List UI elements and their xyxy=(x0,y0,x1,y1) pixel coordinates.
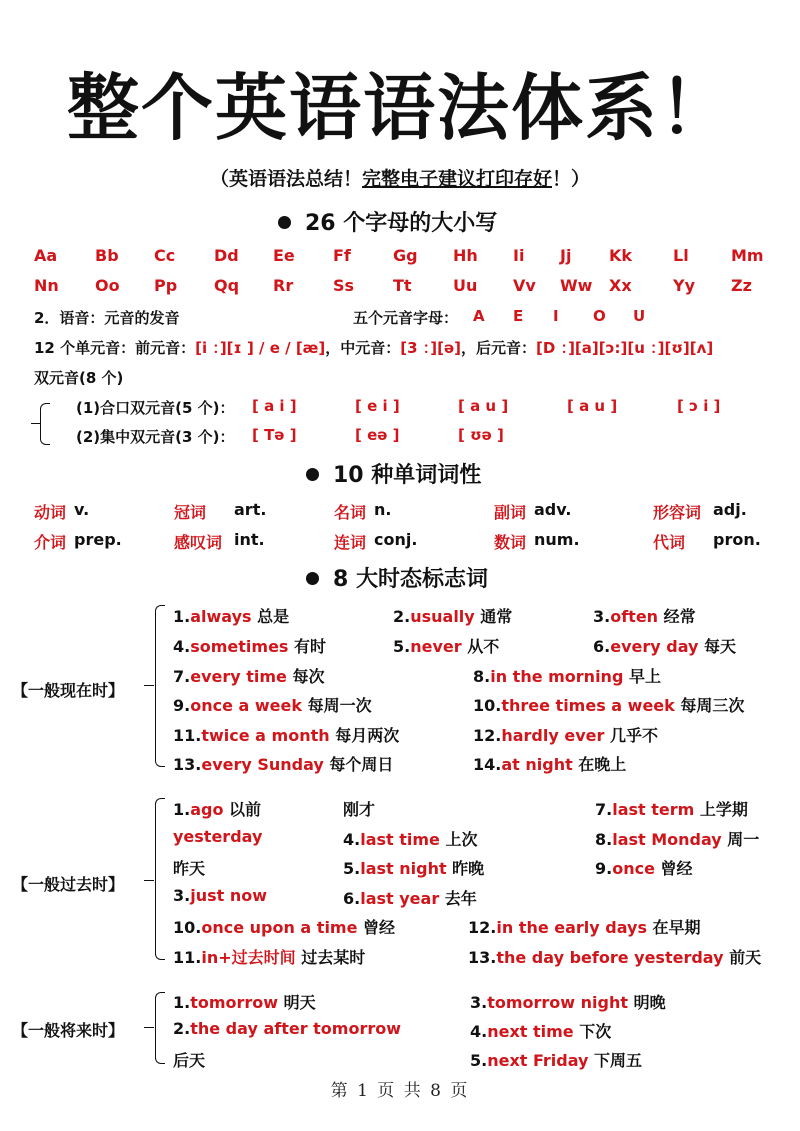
word-class-en: adv. xyxy=(534,500,572,519)
tense-marker xyxy=(173,990,316,1013)
word-class-en: art. xyxy=(234,500,267,519)
marker-chinese: 几乎不 xyxy=(604,726,658,745)
letter-pair: Bb xyxy=(95,246,119,265)
tense-marker xyxy=(173,723,399,746)
tense-marker xyxy=(595,797,748,820)
marker-english: tomorrow night xyxy=(487,993,629,1012)
phonetics-line1-left: 2．语音：元音的发音 xyxy=(34,309,180,327)
vowel-letter: O xyxy=(593,307,606,325)
word-class-en: pron. xyxy=(713,530,761,549)
marker-chinese: 曾经 xyxy=(654,859,693,878)
marker-chinese: 每月两次 xyxy=(329,726,400,745)
marker-english: tomorrow xyxy=(190,993,279,1012)
word-class-cn: 副词 xyxy=(494,503,527,522)
page-subtitle xyxy=(0,164,800,191)
marker-english: ago xyxy=(190,800,224,819)
subtitle-part3: ！） xyxy=(552,168,591,190)
diphthong-brace-tip xyxy=(31,423,41,424)
letter-pair: Pp xyxy=(154,276,178,295)
marker-english: the day before yesterday xyxy=(496,948,724,967)
section-alphabet-title: 26 个字母的大小写 xyxy=(305,211,498,236)
vowel-letter: E xyxy=(513,307,524,325)
marker-english: twice a month xyxy=(201,726,330,745)
tense-marker xyxy=(173,752,393,775)
word-class-en: n. xyxy=(374,500,392,519)
section-word-classes-heading xyxy=(306,458,481,489)
page-title: 整个英语语法体系！ xyxy=(66,66,733,150)
letter-pair: Ff xyxy=(333,246,351,265)
marker-english: next Friday xyxy=(487,1051,589,1070)
marker-chinese: 每个周日 xyxy=(323,755,394,774)
tense-marker xyxy=(173,915,395,938)
marker-chinese: 前天 xyxy=(723,948,762,967)
section-alphabet-heading xyxy=(278,206,497,237)
diphthong-symbol: [ a i ] xyxy=(252,397,297,415)
tense-label-present: 【一般现在时】 xyxy=(12,681,125,700)
marker-english: sometimes xyxy=(190,637,289,656)
tense-marker xyxy=(343,856,484,879)
marker-chinese: 下次 xyxy=(573,1022,612,1041)
diphthongs-label: 双元音(8 个) xyxy=(34,369,124,387)
word-class-cn: 感叹词 xyxy=(174,533,223,552)
past-brace-tip xyxy=(144,880,154,881)
letter-pair: Rr xyxy=(273,276,294,295)
letter-pair: Aa xyxy=(34,246,58,265)
diphthong-brace xyxy=(40,403,50,445)
word-class-cn: 代词 xyxy=(653,533,686,552)
word-class-en: conj. xyxy=(374,530,418,549)
letter-pair: Cc xyxy=(154,246,176,265)
letter-pair: Ee xyxy=(273,246,295,265)
tense-marker xyxy=(473,693,744,716)
present-brace-tip xyxy=(144,685,154,686)
marker-number: 7. xyxy=(595,800,613,819)
vowel-letter: A xyxy=(473,307,485,325)
letter-pair: Nn xyxy=(34,276,59,295)
marker-english: last term xyxy=(612,800,695,819)
word-class-cn: 冠词 xyxy=(174,503,207,522)
vowel-letter: U xyxy=(633,307,646,325)
marker-number: 13. xyxy=(468,948,497,967)
monophthongs-central: [3 ：][ə] xyxy=(400,339,462,357)
tense-marker xyxy=(470,990,666,1013)
diphthong-symbol: [ ɔ i ] xyxy=(677,397,721,415)
marker-number: 8. xyxy=(473,667,491,686)
marker-chinese: 刚才 xyxy=(343,800,376,819)
tense-marker xyxy=(173,693,372,716)
diphthong-symbol: [ eə ] xyxy=(355,426,400,444)
tense-marker xyxy=(595,827,759,850)
marker-english: hardly ever xyxy=(501,726,605,745)
letter-pair: Kk xyxy=(609,246,633,265)
tense-marker xyxy=(173,827,262,846)
section-word-classes-title: 10 种单词词性 xyxy=(333,463,482,488)
marker-number: 14. xyxy=(473,755,502,774)
bullet-icon xyxy=(278,216,291,229)
tense-marker xyxy=(173,945,365,968)
marker-english: every time xyxy=(190,667,287,686)
tense-marker xyxy=(473,723,658,746)
marker-number: 12. xyxy=(468,918,497,937)
diphthong-symbol: [ e i ] xyxy=(355,397,400,415)
marker-number: 3. xyxy=(173,886,191,905)
marker-number: 7. xyxy=(173,667,191,686)
marker-number: 8. xyxy=(595,830,613,849)
tense-marker xyxy=(473,752,626,775)
marker-english: once xyxy=(612,859,655,878)
marker-english: in the morning xyxy=(490,667,624,686)
word-class-cn: 连词 xyxy=(334,533,367,552)
page-footer: 第 1 页 共 8 页 xyxy=(330,1081,470,1101)
tense-marker xyxy=(343,886,477,909)
letter-pair: Ii xyxy=(513,246,525,265)
letter-pair: Qq xyxy=(214,276,240,295)
tense-marker xyxy=(393,634,499,657)
marker-number: 11. xyxy=(173,726,202,745)
marker-chinese: 早上 xyxy=(623,667,661,686)
monophthongs-back: [D ：][a][ɔ:][u ：][ʊ][ʌ] xyxy=(536,339,714,357)
marker-chinese: 每次 xyxy=(286,667,325,686)
diphthong-symbol: [ a u ] xyxy=(567,397,618,415)
tense-marker xyxy=(473,664,661,687)
letter-pair: Gg xyxy=(393,246,418,265)
marker-english: every Sunday xyxy=(201,755,324,774)
marker-number: 9. xyxy=(173,696,191,715)
letter-pair: Xx xyxy=(609,276,632,295)
marker-number: 4. xyxy=(470,1022,488,1041)
letter-pair: Jj xyxy=(560,246,572,265)
word-class-cn: 动词 xyxy=(34,503,67,522)
section-tenses-heading xyxy=(306,562,488,593)
vowel-letter: I xyxy=(553,307,559,325)
tense-marker xyxy=(173,886,267,905)
tense-marker xyxy=(173,797,261,820)
monophthongs-front-label: 12 个单元音：前元音： xyxy=(34,339,196,357)
tense-marker xyxy=(595,856,693,879)
tense-marker xyxy=(173,634,326,657)
marker-chinese: 总是 xyxy=(251,607,290,626)
letter-pair: Ss xyxy=(333,276,355,295)
word-class-en: num. xyxy=(534,530,580,549)
marker-english: yesterday xyxy=(173,827,263,846)
tense-marker xyxy=(393,604,512,627)
word-class-cn: 介词 xyxy=(34,533,67,552)
marker-english: never xyxy=(410,637,462,656)
marker-number: 3. xyxy=(593,607,611,626)
marker-number: 11. xyxy=(173,948,202,967)
tense-marker xyxy=(470,1019,611,1042)
tense-marker xyxy=(593,604,696,627)
subtitle-part1: （英语语法总结！ xyxy=(209,168,362,190)
monophthongs-line xyxy=(34,337,713,358)
letter-pair: Zz xyxy=(731,276,752,295)
marker-english: usually xyxy=(410,607,475,626)
tense-marker xyxy=(173,856,205,879)
diphthong-symbol: [ ʊə ] xyxy=(458,426,504,444)
subtitle-part2: 完整电子建议打印存好 xyxy=(361,168,552,190)
tense-marker xyxy=(173,664,324,687)
past-brace xyxy=(155,798,165,960)
marker-chinese: 在早期 xyxy=(646,918,701,937)
marker-chinese: 从不 xyxy=(461,637,500,656)
tense-marker xyxy=(173,1019,401,1038)
marker-number: 1. xyxy=(173,800,191,819)
diphthong-symbol: [ a u ] xyxy=(458,397,509,415)
tense-label-future: 【一般将来时】 xyxy=(12,1021,125,1040)
marker-number: 9. xyxy=(595,859,613,878)
letter-pair: Hh xyxy=(453,246,478,265)
marker-chinese: 周一 xyxy=(721,830,760,849)
tense-marker xyxy=(468,915,701,938)
marker-number: 3. xyxy=(470,993,488,1012)
marker-chinese: 明天 xyxy=(278,993,316,1012)
future-brace xyxy=(155,992,165,1064)
marker-english: just now xyxy=(190,886,267,905)
marker-chinese: 每周三次 xyxy=(674,696,745,715)
monophthongs-front: [i ：][ɪ ] / e / [æ] xyxy=(195,339,326,357)
marker-number: 5. xyxy=(393,637,411,656)
marker-number: 1. xyxy=(173,607,191,626)
diphthong-symbol: [ Tə ] xyxy=(252,426,297,444)
marker-chinese: 上学期 xyxy=(694,800,748,819)
marker-english: once upon a time xyxy=(201,918,358,937)
word-class-en: int. xyxy=(234,530,265,549)
marker-english: always xyxy=(190,607,252,626)
marker-chinese: 在晚上 xyxy=(572,755,627,774)
bullet-icon xyxy=(306,468,319,481)
future-brace-tip xyxy=(144,1027,154,1028)
marker-chinese: 曾经 xyxy=(357,918,396,937)
marker-english: often xyxy=(610,607,659,626)
section-tenses-title: 8 大时态标志词 xyxy=(333,567,488,592)
marker-english: last Monday xyxy=(612,830,722,849)
marker-chinese: 每周一次 xyxy=(302,696,372,715)
centering-diphthongs-label: (2)集中双元音(3 个)： xyxy=(76,428,235,446)
letter-pair: Oo xyxy=(95,276,120,295)
marker-english: once a week xyxy=(190,696,302,715)
marker-english: in+过去时间 xyxy=(201,948,296,967)
letter-pair: Tt xyxy=(393,276,412,295)
marker-number: 2. xyxy=(393,607,411,626)
letter-pair: Vv xyxy=(513,276,536,295)
tense-marker xyxy=(468,945,761,968)
tense-marker xyxy=(470,1048,642,1071)
marker-english: next time xyxy=(487,1022,574,1041)
tense-marker xyxy=(173,604,289,627)
closing-diphthongs-label: (1)合口双元音(5 个)： xyxy=(76,399,235,417)
monophthongs-central-label: ，中元音： xyxy=(325,339,401,357)
marker-chinese: 每天 xyxy=(698,637,737,656)
word-class-cn: 数词 xyxy=(494,533,527,552)
tense-label-past: 【一般过去时】 xyxy=(12,875,125,894)
marker-english: last time xyxy=(360,830,440,849)
marker-english: last year xyxy=(360,889,440,908)
marker-number: 5. xyxy=(343,859,361,878)
marker-chinese: 下周五 xyxy=(588,1051,643,1070)
marker-number: 6. xyxy=(593,637,611,656)
marker-number: 13. xyxy=(173,755,202,774)
marker-chinese: 有时 xyxy=(288,637,327,656)
marker-english: the day after tomorrow xyxy=(190,1019,402,1038)
letter-pair: Ww xyxy=(560,276,593,295)
marker-chinese: 以前 xyxy=(223,800,262,819)
marker-number: 10. xyxy=(173,918,202,937)
marker-chinese: 上次 xyxy=(439,830,478,849)
vowel-letters-label: 五个元音字母： xyxy=(353,309,459,327)
monophthongs-back-label: ，后元音： xyxy=(461,339,537,357)
marker-english: three times a week xyxy=(501,696,675,715)
tense-marker xyxy=(343,797,375,820)
marker-chinese: 通常 xyxy=(474,607,513,626)
marker-chinese: 明晚 xyxy=(628,993,666,1012)
tense-marker xyxy=(593,634,736,657)
marker-chinese: 后天 xyxy=(173,1051,206,1070)
marker-number: 4. xyxy=(173,637,191,656)
marker-english: last night xyxy=(360,859,447,878)
letter-pair: Mm xyxy=(731,246,764,265)
marker-number: 1. xyxy=(173,993,191,1012)
marker-number: 2. xyxy=(173,1019,191,1038)
marker-chinese: 过去某时 xyxy=(295,948,366,967)
letter-pair: Ll xyxy=(673,246,689,265)
bullet-icon xyxy=(306,572,319,585)
marker-number: 6. xyxy=(343,889,361,908)
tense-marker xyxy=(343,827,477,850)
marker-chinese: 去年 xyxy=(439,889,477,908)
marker-chinese: 经常 xyxy=(658,607,696,626)
letter-pair: Dd xyxy=(214,246,239,265)
marker-number: 12. xyxy=(473,726,502,745)
letter-pair: Uu xyxy=(453,276,478,295)
marker-chinese: 昨晚 xyxy=(446,859,485,878)
marker-number: 4. xyxy=(343,830,361,849)
letter-pair: Yy xyxy=(673,276,696,295)
marker-english: every day xyxy=(610,637,699,656)
present-brace xyxy=(155,605,165,767)
tense-marker xyxy=(173,1048,205,1071)
marker-number: 10. xyxy=(473,696,502,715)
word-class-en: v. xyxy=(74,500,90,519)
word-class-en: adj. xyxy=(713,500,747,519)
marker-chinese: 昨天 xyxy=(173,859,206,878)
marker-english: at night xyxy=(501,755,573,774)
word-class-cn: 形容词 xyxy=(653,503,702,522)
word-class-en: prep. xyxy=(74,530,122,549)
marker-english: in the early days xyxy=(496,918,647,937)
marker-number: 5. xyxy=(470,1051,488,1070)
word-class-cn: 名词 xyxy=(334,503,367,522)
